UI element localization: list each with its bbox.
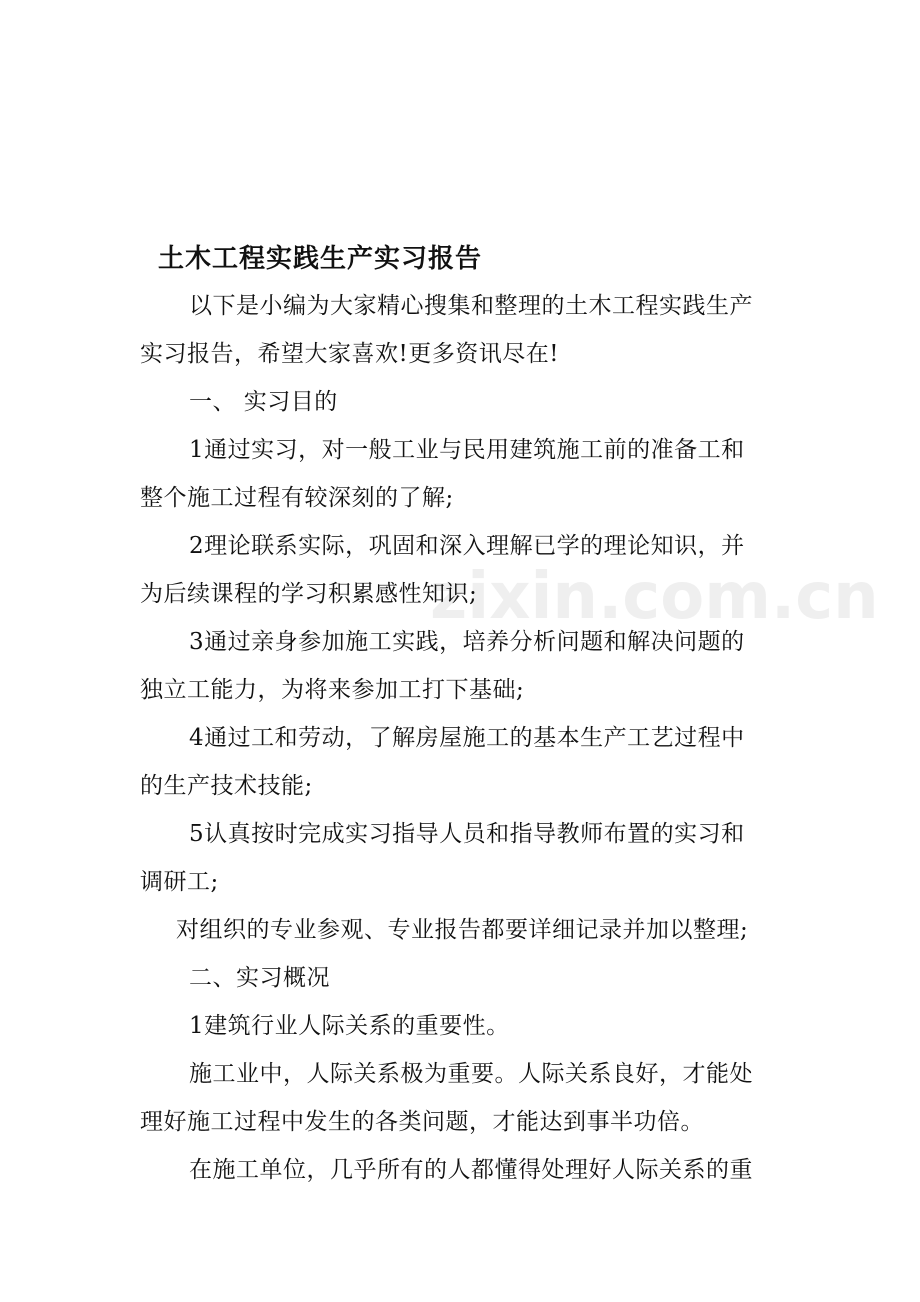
paragraph-line: 调研工; <box>140 869 219 895</box>
section-heading: 一、 实习目的 <box>189 389 338 415</box>
paragraph-line: 独立工能力，为将来参加工打下基础; <box>140 677 525 703</box>
paragraph-line: 为后续课程的学习积累感性知识; <box>140 581 478 607</box>
paragraph-line: 3通过亲身参加施工实践，培养分析问题和解决问题的 <box>189 629 745 655</box>
paragraph-line: 的生产技术技能; <box>140 773 313 799</box>
paragraph-line: 2理论联系实际，巩固和深入理解已学的理论知识，并 <box>189 533 745 559</box>
watermark: zixin.com.cn <box>430 560 879 634</box>
paragraph-line: 施工业中，人际关系极为重要。人际关系良好，才能处 <box>189 1061 753 1087</box>
paragraph-line: 1建筑行业人际关系的重要性。 <box>189 1013 510 1039</box>
paragraph-line: 5认真按时完成实习指导人员和指导教师布置的实习和 <box>189 821 745 847</box>
paragraph-line: 在施工单位，几乎所有的人都懂得处理好人际关系的重 <box>189 1157 753 1183</box>
paragraph-line: 4通过工和劳动，了解房屋施工的基本生产工艺过程中 <box>189 725 745 751</box>
paragraph-line: 1通过实习，对一般工业与民用建筑施工前的准备工和 <box>189 437 745 463</box>
section-heading: 二、实习概况 <box>189 965 330 991</box>
document-title: 土木工程实践生产实习报告 <box>158 244 483 274</box>
paragraph-line: 实习报告，希望大家喜欢!更多资讯尽在! <box>140 341 559 367</box>
paragraph-line: 整个施工过程有较深刻的了解; <box>140 485 454 511</box>
paragraph-line: 以下是小编为大家精心搜集和整理的土木工程实践生产 <box>189 293 753 319</box>
paragraph-line: 理好施工过程中发生的各类问题，才能达到事半功倍。 <box>140 1109 704 1135</box>
paragraph-line: 对组织的专业参观、专业报告都要详细记录并加以整理; <box>176 917 749 943</box>
